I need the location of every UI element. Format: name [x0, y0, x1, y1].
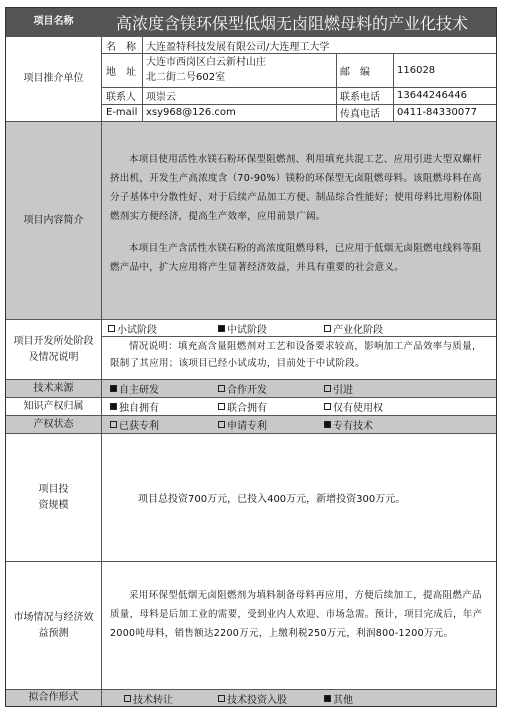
email-label: E-mail: [106, 107, 138, 118]
contact-label: 联系人: [106, 92, 136, 103]
stage-option-1-label: 中试阶段: [227, 324, 267, 336]
market-label: 市场情况与经济效益预测: [6, 562, 102, 689]
unit-section: [6, 37, 496, 122]
coop-option-0[interactable]: [124, 690, 173, 706]
source-option-1[interactable]: [218, 380, 267, 397]
status-option-0[interactable]: [110, 416, 159, 433]
checkbox-icon: [218, 385, 225, 392]
invest-label-line-1: 项目投: [38, 483, 69, 495]
ip-option-0-label: 独自拥有: [119, 403, 159, 414]
header-row: [6, 8, 496, 37]
stage-section: [6, 320, 496, 380]
source-option-2[interactable]: [324, 380, 353, 397]
ip-option-0[interactable]: [110, 398, 159, 415]
checkbox-icon: [124, 695, 131, 702]
unit-content: [102, 37, 496, 121]
status-option-0-label: 已获专利: [119, 421, 159, 432]
name-value: 大连盈特科技发展有限公司/大连理工大学: [146, 41, 330, 53]
stage-label: 项目开发所处阶段及情况说明: [6, 320, 102, 379]
checkbox-icon: [324, 403, 331, 410]
project-title: 高浓度含镁环保型低烟无卤阻燃母料的产业化技术: [102, 8, 496, 36]
name-label: 名 称: [106, 41, 136, 53]
status-label: 产权状态: [6, 416, 102, 433]
ip-row: [6, 398, 496, 416]
intro-content: [102, 122, 496, 319]
stage-option-0-label: 小试阶段: [117, 324, 157, 336]
checkbox-icon: [110, 421, 117, 428]
market-content: [102, 562, 496, 689]
ip-option-2-label: 仅有使用权: [333, 403, 383, 414]
unit-label: 项目推介单位: [6, 37, 102, 121]
coop-label: 拟合作形式: [6, 690, 102, 706]
stage-option-1[interactable]: [218, 320, 267, 336]
coop-option-2[interactable]: [324, 690, 353, 706]
ip-option-2[interactable]: [324, 398, 383, 415]
coop-option-2-label: 其他: [333, 694, 353, 706]
status-option-1-label: 申请专利: [227, 421, 267, 432]
intro-paragraph-1: 本项目使用活性水镁石粉环保型阻燃剂、利用填充共混工艺、应用引进大型双螺杆挤出机，开发生产高浓度含（70-90%）镁粉的环保型无卤阻燃母料。该阻燃母料在高分子基体中分散性好、对于后续产品加工方便、制品综合性能好；使用母料比用粉体阻燃剂实方便经济，提高生产效率，应用前景广阔。: [110, 154, 483, 222]
stage-option-2-label: 产业化阶段: [333, 324, 383, 336]
checkbox-icon: [218, 403, 225, 410]
market-section: [6, 562, 496, 690]
source-option-1-label: 合作开发: [227, 385, 267, 396]
ip-option-1-label: 联合拥有: [227, 403, 267, 414]
status-option-2-label: 专有技术: [333, 421, 373, 432]
source-row: [6, 380, 496, 398]
coop-option-1[interactable]: [218, 690, 287, 706]
address-label: 地 址: [106, 66, 136, 78]
project-form: [5, 7, 497, 707]
email-value: xsy968@126.com: [146, 107, 236, 118]
invest-label-line-2: 资规模: [38, 499, 69, 511]
checkbox-icon: [324, 385, 331, 392]
postcode-label: 邮 编: [340, 66, 370, 78]
address-line-2: 北二街二号602室: [146, 72, 226, 83]
postcode-value: 116028: [397, 64, 436, 76]
project-name-label: 项目名称: [6, 8, 102, 36]
checkbox-icon: [218, 695, 225, 702]
invest-section: [6, 434, 496, 562]
address-line-1: 大连市西岗区白云新村山庄: [146, 57, 266, 68]
status-row: [6, 416, 496, 434]
stage-option-2[interactable]: [324, 320, 383, 336]
coop-option-0-label: 技术转让: [133, 694, 173, 706]
checkbox-checked-icon: [324, 421, 331, 428]
coop-option-1-label: 技术投资入股: [227, 694, 287, 706]
phone-label: 联系电话: [340, 92, 380, 103]
source-label: 技术来源: [6, 380, 102, 397]
checkbox-icon: [218, 421, 225, 428]
checkbox-checked-icon: [324, 695, 331, 702]
status-option-1[interactable]: [218, 416, 267, 433]
status-option-2[interactable]: [324, 416, 373, 433]
stage-content: [102, 320, 496, 379]
source-option-2-label: 引进: [333, 385, 353, 396]
checkbox-checked-icon: [218, 325, 225, 332]
stage-note: 情况说明：填充高含量阻燃剂对工艺和设备要求较高，影响加工产品效率与质量，限制了其应用；该项目已经小试成功，目前处于中试阶段。: [110, 341, 482, 369]
contact-value: 项崇云: [146, 92, 176, 103]
stage-option-0[interactable]: [108, 320, 157, 336]
intro-paragraph-2: 本项目生产含活性水镁石粉的高浓度阻燃母料，已应用于低烟无卤阻燃电线料等阻燃产品中，扩大应用将产生显著经济效益，并具有重要的社会意义。: [110, 243, 482, 273]
source-option-0[interactable]: [110, 380, 159, 397]
fax-label: 传真电话: [340, 109, 380, 120]
intro-label: 项目内容简介: [6, 122, 102, 319]
address-value: [146, 55, 266, 85]
checkbox-checked-icon: [110, 385, 117, 392]
checkbox-icon: [108, 325, 115, 332]
ip-label: 知识产权归属: [6, 398, 102, 415]
checkbox-icon: [324, 325, 331, 332]
invest-label: [6, 434, 102, 561]
coop-row: [6, 690, 496, 706]
checkbox-checked-icon: [110, 403, 117, 410]
invest-text: 项目总投资700万元，已投入400万元，新增投资300万元。: [138, 494, 406, 505]
source-option-0-label: 自主研发: [119, 385, 159, 396]
fax-value: 0411-84330077: [397, 107, 477, 118]
phone-value: 13644246446: [397, 90, 467, 101]
ip-option-1[interactable]: [218, 398, 267, 415]
market-text: 采用环保型低烟无卤阻燃剂为填料制备母料再应用，方便后续加工，提高阻燃产品质量，母料是后加工业的需要，受到业内人欢迎、市场急需。预计，项目完成后，年产2000吨母料，销售额达2200万元，上缴利税250万元，利润800-1200万元。: [110, 590, 483, 639]
intro-section: [6, 122, 496, 320]
